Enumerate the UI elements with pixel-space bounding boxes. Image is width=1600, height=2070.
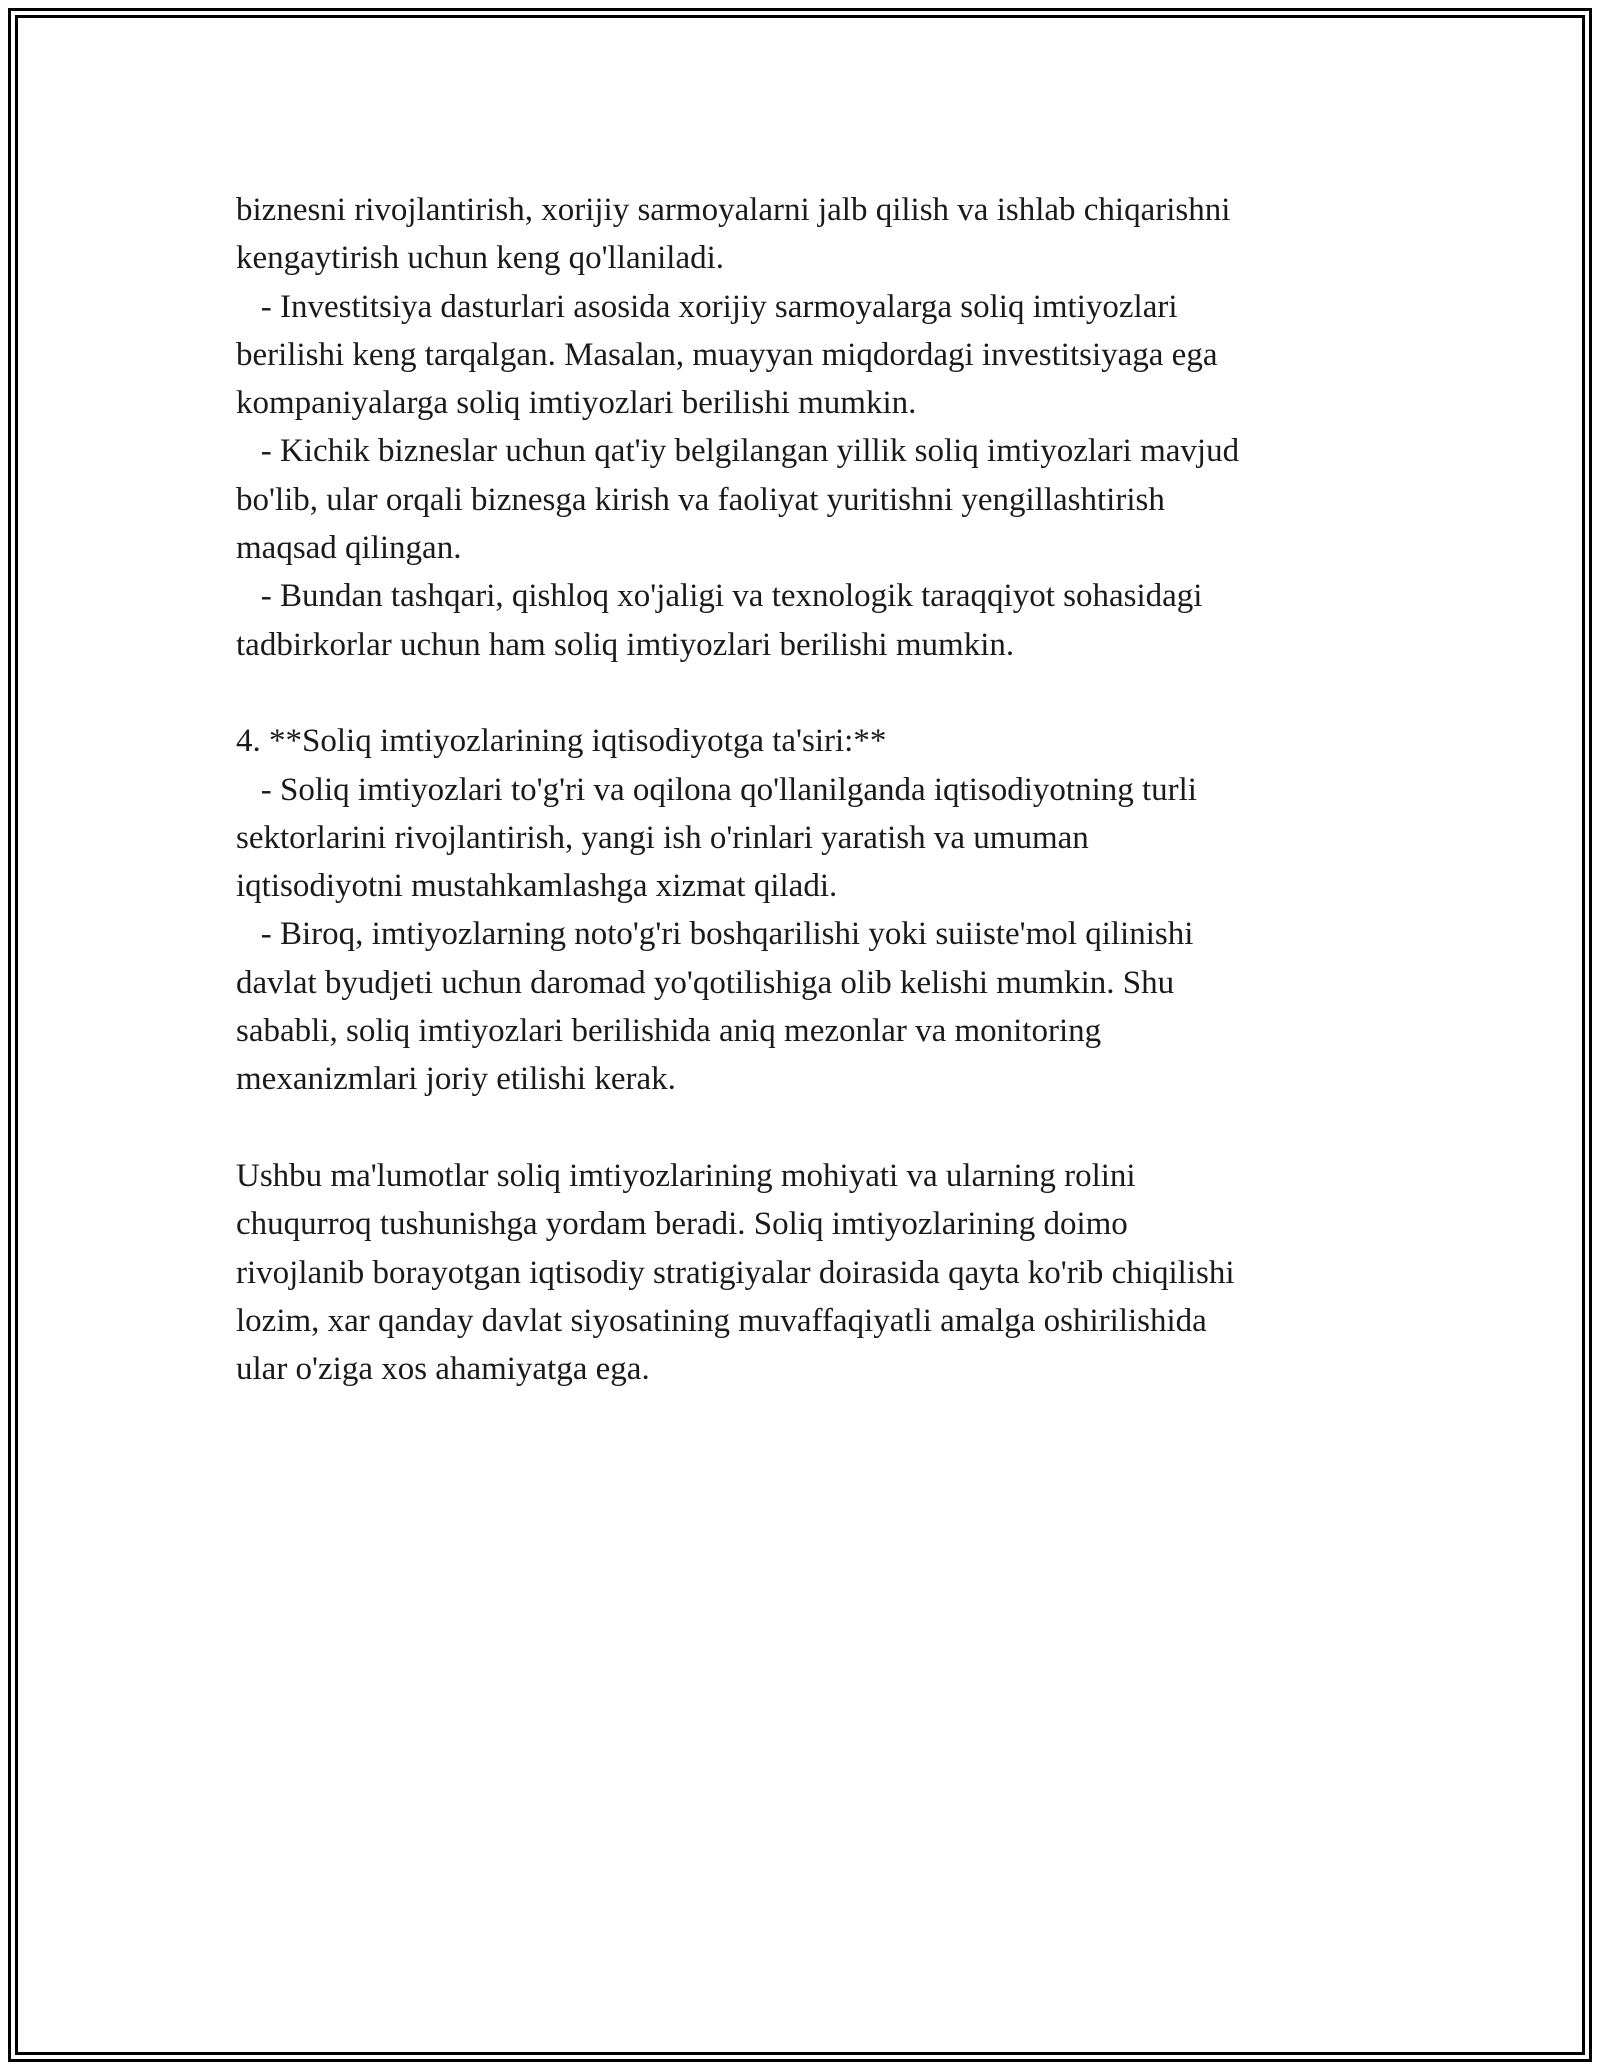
text-line: chuqurroq tushunishga yordam beradi. Soliq imtiyozlarining doimo [236, 1206, 1128, 1243]
text-line: Ushbu ma'lumotlar soliq imtiyozlarining mohiyati va ularning rolini [236, 1157, 1136, 1194]
text-line: iqtisodiyotni mustahkamlashga xizmat qiladi. [236, 868, 838, 905]
text-line: sektorlarini rivojlantirish, yangi ish o'rinlari yaratish va umuman [236, 819, 1089, 856]
bullet-line: - Kichik bizneslar uchun qat'iy belgilangan yillik soliq imtiyozlari mavjud [236, 433, 1240, 470]
text-line: bo'lib, ular orqali biznesga kirish va faoliyat yuritishni yengillashtirish [236, 481, 1165, 518]
text-line: tadbirkorlar uchun ham soliq imtiyozlari berilishi mumkin. [236, 626, 1015, 663]
text-line: lozim, xar qanday davlat siyosatining muvaffaqiyatli amalga oshirilishida [236, 1302, 1207, 1339]
text-line: mexanizmlari joriy etilishi kerak. [236, 1061, 676, 1098]
text-line: sababli, soliq imtiyozlari berilishida aniq mezonlar va monitoring [236, 1013, 1102, 1050]
text-line: ular o'ziga xos ahamiyatga ega. [236, 1351, 650, 1388]
paragraph-spacer [236, 1104, 1366, 1152]
text-line: davlat byudjeti uchun daromad yo'qotilishiga olib kelishi mumkin. Shu [236, 964, 1175, 1001]
text-line: kompaniyalarga soliq imtiyozlari berilishi mumkin. [236, 385, 917, 422]
text-line: maqsad qilingan. [236, 530, 462, 567]
section-heading: 4. **Soliq imtiyozlarining iqtisodiyotga ta'siri:** [236, 723, 887, 760]
bullet-line: - Investitsiya dasturlari asosida xorijiy sarmoyalarga soliq imtiyozlari [236, 288, 1178, 325]
text-line: berilishi keng tarqalgan. Masalan, muayyan miqdordagi investitsiyaga ega [236, 336, 1218, 373]
text-line: biznesni rivojlantirish, xorijiy sarmoyalarni jalb qilish va ishlab chiqarishni [236, 192, 1231, 228]
bullet-line: - Biroq, imtiyozlarning noto'g'ri boshqarilishi yoki suiiste'mol qilinishi [236, 916, 1194, 953]
bullet-line: - Bundan tashqari, qishloq xo'jaligi va texnologik taraqqiyot sohasidagi [236, 578, 1203, 615]
bullet-line: - Soliq imtiyozlari to'g'ri va oqilona qo'llanilganda iqtisodiyotning turli [236, 771, 1197, 808]
text-line: rivojlanib borayotgan iqtisodiy stratigiyalar doirasida qayta ko'rib chiqilishi [236, 1254, 1235, 1291]
document-body [236, 186, 1366, 1393]
paragraph-spacer [236, 669, 1366, 717]
text-line: kengaytirish uchun keng qo'llaniladi. [236, 240, 725, 277]
